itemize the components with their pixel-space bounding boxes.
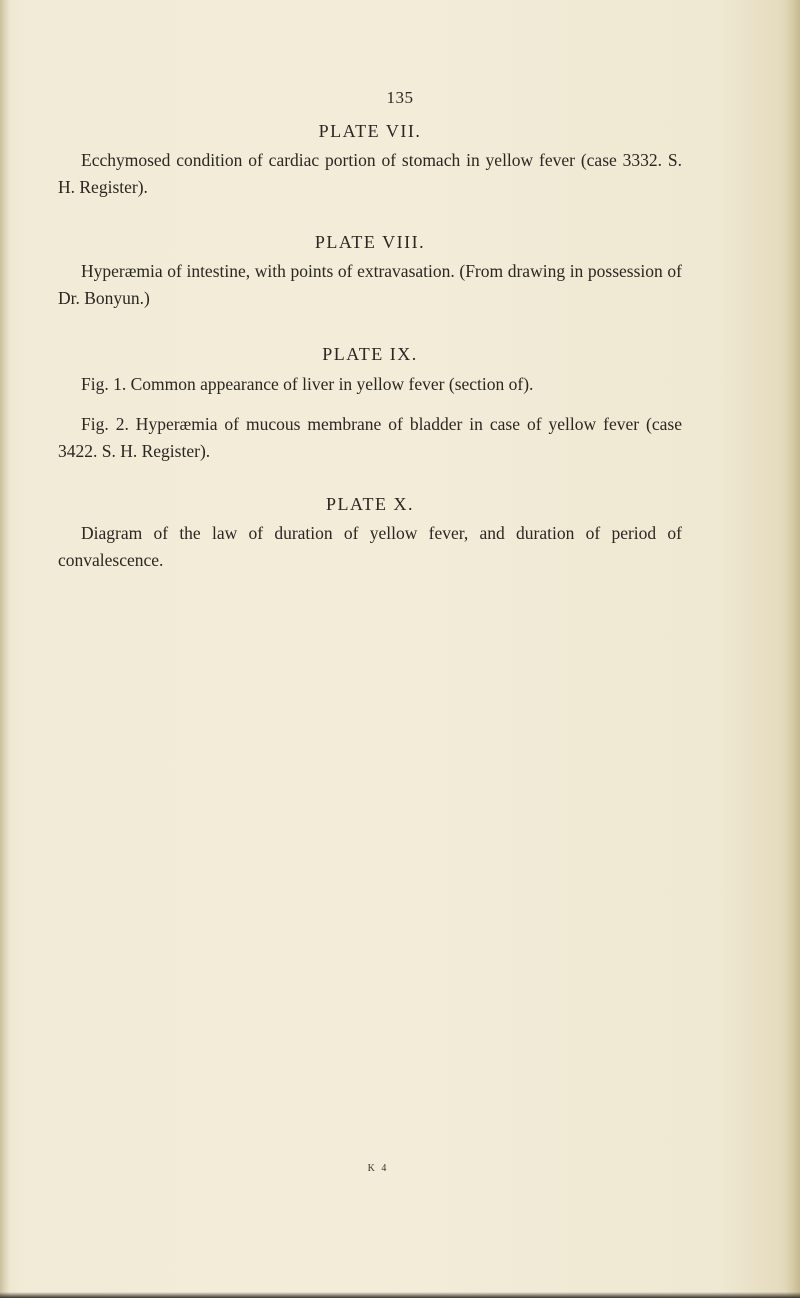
page-left-edge <box>0 0 10 1298</box>
plate-viii-heading: PLATE VIII. <box>314 232 426 252</box>
plate-ix-fig-2: Fig. 2. Hyperæmia of mucous membrane of bladder in case of yellow fever (case 3422. S. H. Register). <box>58 414 682 461</box>
page-right-edge <box>786 0 800 1298</box>
plate-x-description: Diagram of the law of duration of yellow fever, and duration of period of convalescence. <box>58 523 682 570</box>
plate-ix-heading: PLATE IX. <box>322 344 418 364</box>
plate-x-heading: PLATE X. <box>326 494 414 514</box>
plate-vii-heading: PLATE VII. <box>318 121 422 141</box>
page-bottom-edge <box>0 1292 800 1298</box>
plate-vii-description: Ecchymosed condition of cardiac portion of stomach in yellow fever (case 3332. S. H. Register). <box>58 150 682 197</box>
plate-viii-description: Hyperæmia of intestine, with points of extravasation. (From drawing in possession of Dr. Bonyun.) <box>58 261 682 308</box>
signature-mark: K 4 <box>367 1163 389 1174</box>
page-number: 135 <box>386 88 414 107</box>
plate-ix-fig-1: Fig. 1. Common appearance of liver in yellow fever (section of). <box>81 374 534 394</box>
